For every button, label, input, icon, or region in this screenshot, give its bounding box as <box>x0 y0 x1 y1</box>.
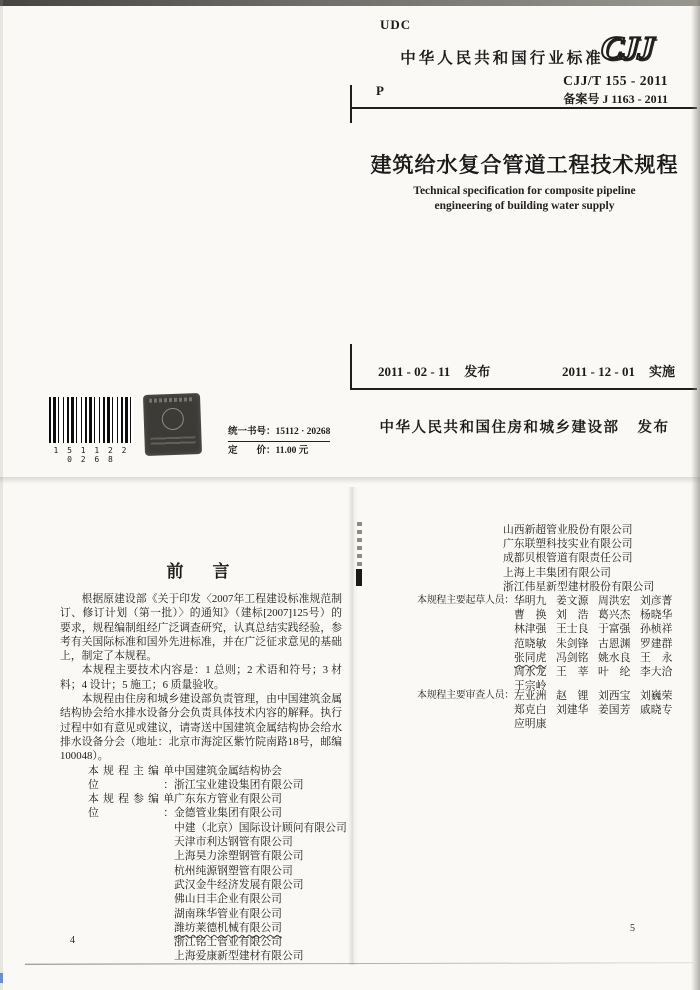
person-name-underlined: 张同虎 <box>514 651 547 664</box>
person-name: 刘 浩 <box>556 609 589 622</box>
person-name: 戚晓专 <box>640 704 673 717</box>
chief-edit-label: 本规程主编单位： <box>88 764 174 791</box>
page-number-5: 5 <box>630 923 635 934</box>
unit-item: 成都贝根管道有限责任公司 <box>503 552 633 565</box>
unit-item: 浙江宝业建设集团有限公司 <box>174 778 304 791</box>
cover-top-tick <box>350 85 352 123</box>
person-name: 范晓敏 <box>514 637 547 650</box>
person-name: 姚水良 <box>598 651 631 664</box>
person-name: 冯剑铭 <box>556 651 589 664</box>
scan-left-edge <box>0 0 3 990</box>
cjj-logo: CJJ <box>599 31 655 67</box>
unit-item: 中建（北京）国际设计顾问有限公司 <box>174 821 347 834</box>
unit-item: 上海爱康新型建材有限公司 <box>174 950 304 963</box>
person-name: 曹 换 <box>514 609 547 622</box>
title-en-line2: engineering of building water supply <box>434 200 615 212</box>
person-name: 孙桢祥 <box>640 623 673 636</box>
scan-top-edge <box>0 0 700 6</box>
book-number-label: 统一书号： <box>228 427 276 437</box>
person-name: 刘建华 <box>556 704 589 717</box>
person-name: 葛兴杰 <box>598 609 631 622</box>
classification-code: P <box>376 83 384 98</box>
title-en-line1: Technical specification for composite pipeline <box>413 185 636 197</box>
person-name: 王 莘 <box>556 666 589 679</box>
foreword-paragraph: 本规程主要技术内容是：1 总则；2 术语和符号；3 材料；4 设计；5 施工；6 质量验收。 <box>60 664 342 691</box>
document-title-zh: 建筑给水复合管道工程技术规程 <box>370 153 679 177</box>
person-name: 华明九 <box>514 595 547 607</box>
participating-units-row <box>88 792 347 964</box>
anti-counterfeit-stamp <box>143 393 202 456</box>
person-name: 叶 纶 <box>598 666 631 679</box>
foreword-paragraph: 本规程由住房和城乡建设部负责管理，由中国建筑金属结构协会给水排水设备分会负责具体技术内容的解释。执行过程中如有意见或建议，请寄送中国建筑金属结构协会给水排水设备分会（地址：北京市海淀区紫竹院南路18号，邮编100048）。 <box>60 693 342 763</box>
person-name: 罗建群 <box>640 637 673 650</box>
drafters-label: 本规程主要起草人员： <box>417 595 514 606</box>
drafters-row <box>514 594 682 608</box>
person-name: 杨晓华 <box>640 609 673 622</box>
participating-items <box>174 792 347 964</box>
issue-date-row <box>378 361 490 380</box>
person-name: 周水龙 <box>514 666 547 679</box>
person-name: 姜国芳 <box>598 704 631 717</box>
unit-item: 浙江伟星新型建材股份有限公司 <box>503 580 655 593</box>
participating-label: 本规程参编单位： <box>88 793 174 820</box>
person-name: 王士良 <box>556 623 589 636</box>
unit-item: 武汉金牛经济发展有限公司 <box>174 878 304 891</box>
udc-code: UDC <box>380 17 412 32</box>
person-name: 刘西宝 <box>598 690 631 702</box>
foreword-body <box>60 592 347 964</box>
person-name: 赵 锂 <box>556 690 589 702</box>
price-line <box>228 445 330 458</box>
book-number-line <box>228 426 330 442</box>
foreword-paragraph: 根据原建设部《关于印发〈2007年工程建设标准规范制订、修订计划（第一批）〉的通知》（建标[2007]125号）的要求，规程编制组经广泛调查研究，认真总结实践经验，参考有关国际标准和国外先进标准，并在广泛征求意见的基础上，制定了本规程。 <box>60 593 342 663</box>
person-name: 左亚洲 <box>514 690 547 702</box>
price-value: 11.00 元 <box>275 446 309 456</box>
spine-ink-block <box>356 569 362 586</box>
chief-edit-items <box>174 764 342 793</box>
record-number: 备案号 J 1163 - 2011 <box>563 92 668 106</box>
drafters-section <box>417 594 682 693</box>
unit-item: 上海上丰集团有限公司 <box>503 566 611 579</box>
person-name: 王宗岭 <box>514 680 547 693</box>
scan-blue-mark <box>0 973 3 983</box>
person-name: 朱剑锋 <box>556 637 589 650</box>
person-name: 刘巍荣 <box>640 690 673 702</box>
person-name: 于富强 <box>598 623 631 636</box>
publisher-name: 中华人民共和国住房和城乡建设部 <box>379 420 620 436</box>
unit-item: 上海昊力涂塑钢管有限公司 <box>174 850 304 863</box>
unit-item: 金德管业集团有限公司 <box>174 807 282 820</box>
drafters-row <box>514 637 682 651</box>
publisher-line <box>352 416 697 437</box>
price-label: 定 价： <box>228 446 276 456</box>
person-name: 刘彦菁 <box>640 595 673 607</box>
stamp-text-lines-bottom <box>150 436 195 447</box>
unit-item: 杭州纯源钢塑管有限公司 <box>174 864 293 877</box>
unit-item: 湖南珠华管业有限公司 <box>174 907 282 920</box>
unit-item: 天津市利达钢管有限公司 <box>174 836 293 849</box>
scan-right-edge <box>691 0 700 990</box>
spine-bleed-text <box>357 522 362 566</box>
person-name: 应明康 <box>514 718 547 731</box>
person-name: 李大洽 <box>640 666 673 679</box>
drafters-row <box>514 651 682 665</box>
drafters-row <box>514 665 682 679</box>
cover-top-rule <box>352 107 697 109</box>
barcode <box>49 397 133 443</box>
cover-bottom-rule <box>352 388 697 390</box>
unit-item: 佛山日丰企业有限公司 <box>174 893 282 906</box>
reviewers-section <box>417 689 682 732</box>
standard-number: CJJ/T 155 - 2011 <box>563 73 668 88</box>
person-name: 林津强 <box>514 623 547 636</box>
person-name: 郑克白 <box>514 704 547 717</box>
participating-units-continued <box>503 523 654 594</box>
standard-type-heading: 中华人民共和国行业标准 <box>400 50 604 67</box>
reviewers-row <box>514 703 682 717</box>
drafters-grid <box>514 594 682 693</box>
foreword-title: 前 言 <box>166 562 236 581</box>
barcode-digits: 1 5 1 1 2 2 0 2 6 8 <box>53 446 129 464</box>
reviewers-label: 本规程主要审查人员： <box>417 690 514 701</box>
implement-date: 2011 - 12 - 01 <box>562 364 635 379</box>
spread-separator-shadow <box>0 477 700 484</box>
implement-label: 实施 <box>648 364 675 379</box>
implement-date-row <box>562 361 675 380</box>
book-number-value: 15112 · 20268 <box>275 427 331 437</box>
reviewers-row <box>514 717 682 731</box>
document-title-en <box>352 184 697 214</box>
stamp-emblem-circle <box>161 408 184 431</box>
person-name: 王 永 <box>640 651 673 664</box>
issue-label: 发布 <box>464 364 491 379</box>
unit-item-underlined: 潍坊莱德机械有限公司 <box>174 921 282 934</box>
chief-edit-units-row <box>88 764 342 793</box>
unit-item: 中国建筑金属结构协会 <box>174 764 282 777</box>
unit-item: 广东东方管业有限公司 <box>174 793 282 806</box>
person-name: 古恩渊 <box>598 637 631 650</box>
reviewers-grid <box>514 689 682 732</box>
person-name: 姜文源 <box>556 595 589 607</box>
person-name: 周洪宏 <box>598 595 631 607</box>
publisher-issue-label: 发布 <box>637 420 670 436</box>
book-number-block <box>228 426 330 458</box>
drafters-row <box>514 622 682 636</box>
unit-item: 浙江铭士管业有限公司 <box>174 936 282 949</box>
page-number-4: 4 <box>70 935 75 946</box>
stamp-text-lines <box>149 397 194 403</box>
cover-bottom-tick <box>350 344 352 390</box>
unit-item: 山西新超管业股份有限公司 <box>503 524 633 536</box>
issue-date: 2011 - 02 - 11 <box>378 364 451 379</box>
drafters-row <box>514 608 682 622</box>
unit-item: 广东联塑科技实业有限公司 <box>503 538 633 551</box>
reviewers-row <box>514 689 682 703</box>
